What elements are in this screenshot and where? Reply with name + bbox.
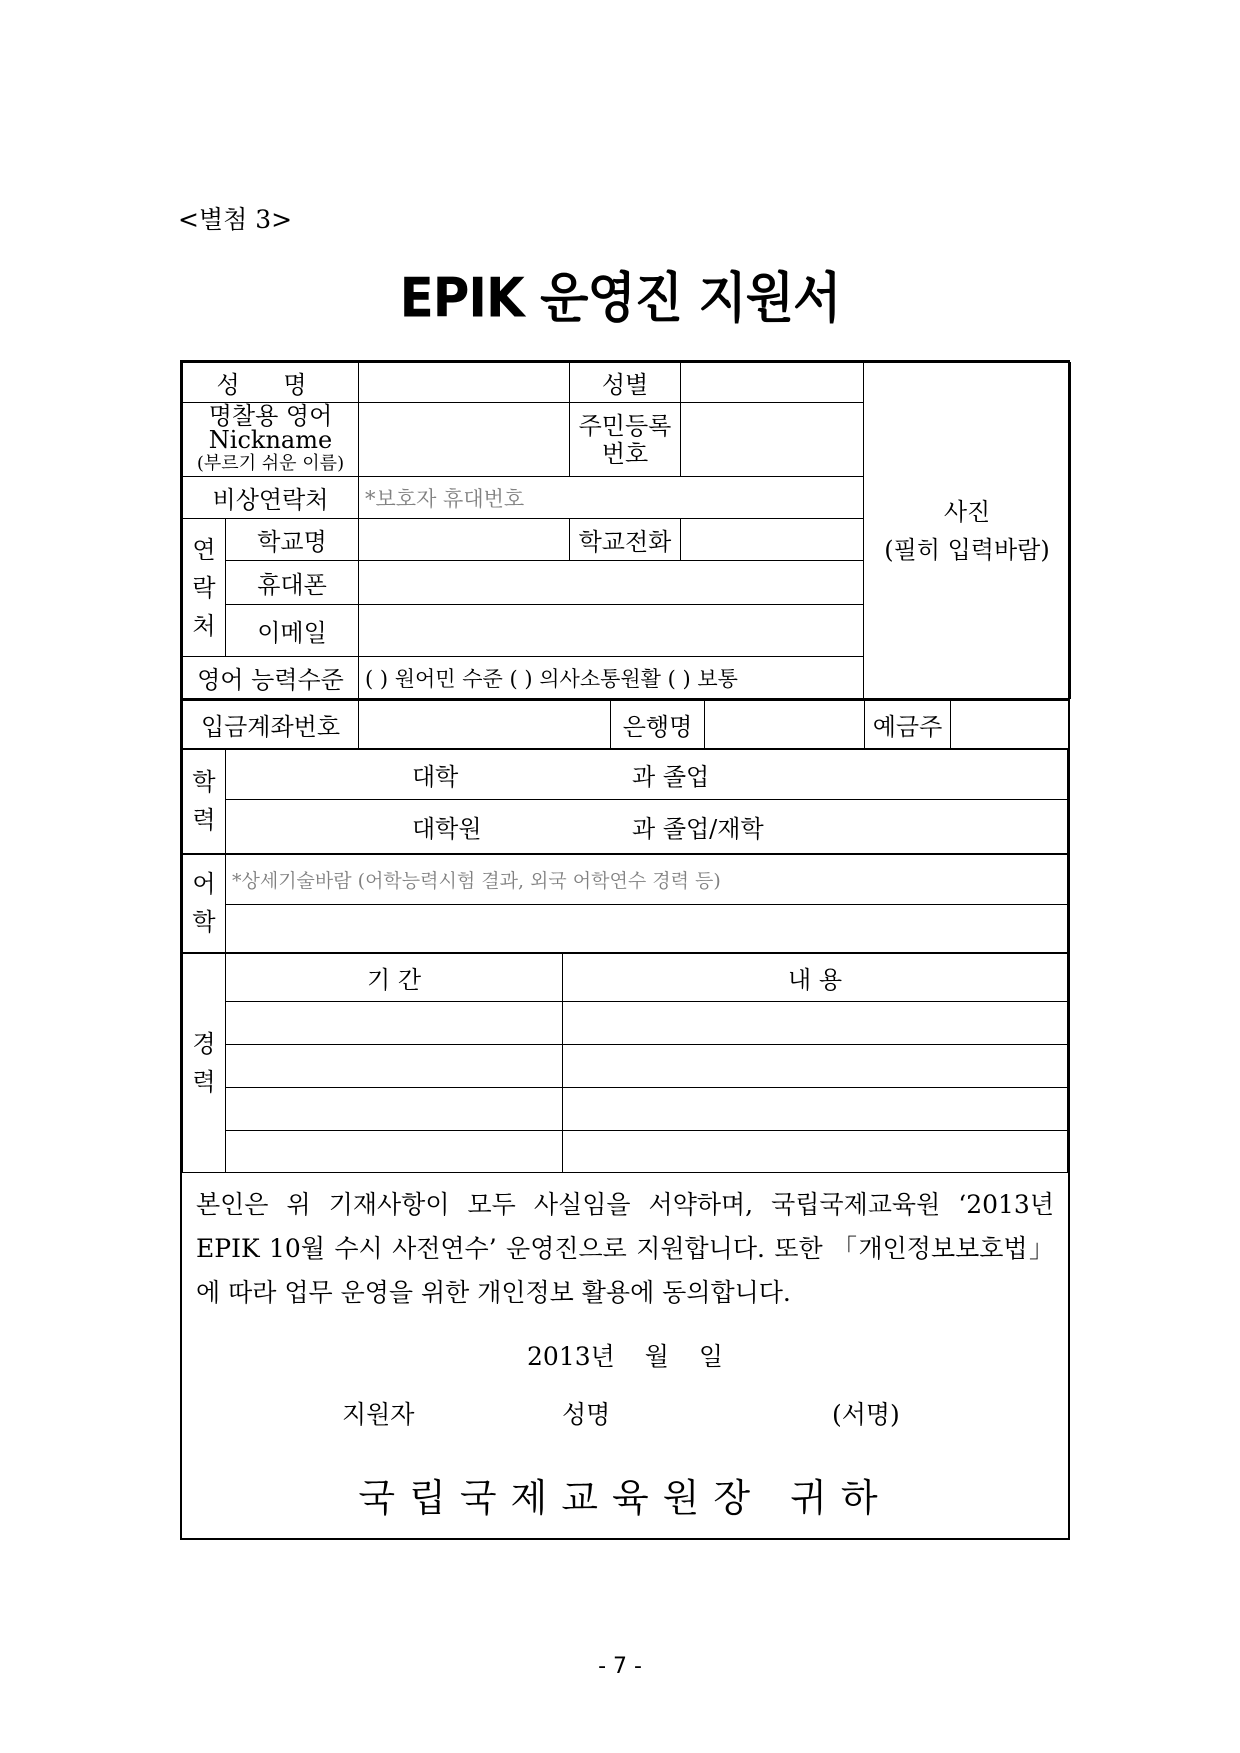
- signature-name-label: 성명: [562, 1399, 611, 1429]
- contact-group-label: [183, 519, 226, 657]
- signature-line: [182, 1395, 1068, 1429]
- language-char-1: 어: [192, 870, 216, 898]
- nickname-label-en: Nickname: [208, 425, 333, 454]
- language-table: [182, 854, 1068, 953]
- application-form: [180, 360, 1070, 1540]
- nickname-label-ko: 명찰용 영어: [208, 401, 333, 430]
- emergency-field[interactable]: *보호자 휴대번호: [359, 477, 864, 519]
- rrn-label-2: 번호: [601, 439, 649, 468]
- school-phone-field[interactable]: [681, 519, 864, 561]
- undergrad-label: 대학: [412, 762, 459, 791]
- pledge-text: 본인은 위 기재사항이 모두 사실임을 서약하며, 국립국제교육원 ‘2013년 EPIK 10월 수시 사전연수’ 운영진으로 지원합니다. 또한 「개인정보보호법」에 따라 업무 운영을 위한 개인정보 활용에 동의합니다.: [196, 1189, 1054, 1307]
- career-period-field[interactable]: [226, 1001, 563, 1044]
- career-group-label: [183, 953, 226, 1172]
- date-line: 2013년 월 일: [527, 1341, 723, 1371]
- gender-field[interactable]: [681, 363, 864, 403]
- education-char-2: 력: [192, 806, 216, 834]
- career-table: [182, 953, 1068, 1173]
- school-phone-label: 학교전화: [570, 519, 681, 561]
- bank-account-field[interactable]: [359, 700, 611, 748]
- gender-label: 성별: [570, 363, 681, 403]
- career-period-field[interactable]: [226, 1130, 563, 1172]
- personal-info-table: [182, 362, 1071, 699]
- page-number: - 7 -: [598, 1654, 642, 1679]
- education-group-label: [183, 749, 226, 853]
- rrn-label: [570, 403, 681, 477]
- education-table: [182, 749, 1068, 854]
- english-level-options[interactable]: ( ) 원어민 수준 ( ) 의사소통원활 ( ) 보통: [359, 657, 864, 699]
- account-holder-field[interactable]: [951, 700, 1069, 748]
- photo-box[interactable]: [864, 363, 1071, 699]
- school-name-field[interactable]: [359, 519, 570, 561]
- rrn-label-1: 주민등록: [578, 411, 672, 440]
- applicant-label: 지원자: [342, 1399, 415, 1429]
- bank-account-label: 입금계좌번호: [183, 700, 359, 748]
- education-row-grad[interactable]: [226, 799, 1068, 853]
- language-field[interactable]: *상세기술바람 (어학능력시험 결과, 외국 어학연수 경력 등): [226, 854, 1068, 904]
- bank-name-label: 은행명: [611, 700, 705, 748]
- nickname-label-hint: (부르기 쉬운 이름): [196, 452, 345, 474]
- mobile-field[interactable]: [359, 561, 864, 605]
- undergrad-dept: 과 졸업: [632, 762, 710, 791]
- career-content-label: 내 용: [563, 953, 1068, 1001]
- career-char-2: 력: [192, 1067, 216, 1096]
- email-field[interactable]: [359, 605, 864, 657]
- career-period-field[interactable]: [226, 1044, 563, 1087]
- photo-label: 사진: [943, 497, 991, 526]
- grad-dept: 과 졸업/재학: [632, 814, 764, 843]
- contact-char-3: 처: [192, 611, 216, 640]
- career-period-label: 기 간: [226, 953, 563, 1001]
- career-period-field[interactable]: [226, 1087, 563, 1130]
- form-title: EPIK 운영진 지원서: [399, 267, 841, 330]
- email-label: 이메일: [226, 605, 359, 657]
- career-content-field[interactable]: [563, 1087, 1068, 1130]
- addressee: 국립국제교육원장 귀하: [358, 1475, 892, 1520]
- education-char-1: 학: [192, 768, 216, 796]
- education-row-undergrad[interactable]: [226, 749, 1068, 799]
- career-content-field[interactable]: [563, 1044, 1068, 1087]
- school-name-label: 학교명: [226, 519, 359, 561]
- nickname-label: [183, 403, 359, 477]
- language-char-2: 학: [192, 908, 216, 936]
- english-level-label: 영어 능력수준: [183, 657, 359, 699]
- bank-table: [182, 699, 1069, 749]
- emergency-label: 비상연락처: [183, 477, 359, 519]
- signature-label[interactable]: (서명): [832, 1399, 900, 1429]
- mobile-label: 휴대폰: [226, 561, 359, 605]
- rrn-field[interactable]: [681, 403, 864, 477]
- name-label: 성 명: [183, 363, 359, 403]
- account-holder-label: 예금주: [865, 700, 951, 748]
- contact-char-2: 락: [192, 573, 216, 602]
- photo-note: (필히 입력바람): [884, 535, 1050, 564]
- name-field[interactable]: [359, 363, 570, 403]
- language-group-label: [183, 854, 226, 952]
- grad-label: 대학원: [412, 814, 482, 843]
- nickname-field[interactable]: [359, 403, 570, 477]
- language-field-2[interactable]: [226, 904, 1068, 952]
- bank-name-field[interactable]: [705, 700, 865, 748]
- career-content-field[interactable]: [563, 1001, 1068, 1044]
- attachment-label: <별첨 3>: [178, 205, 293, 234]
- career-char-1: 경: [192, 1029, 216, 1058]
- contact-char-1: 연: [192, 535, 216, 564]
- career-content-field[interactable]: [563, 1130, 1068, 1172]
